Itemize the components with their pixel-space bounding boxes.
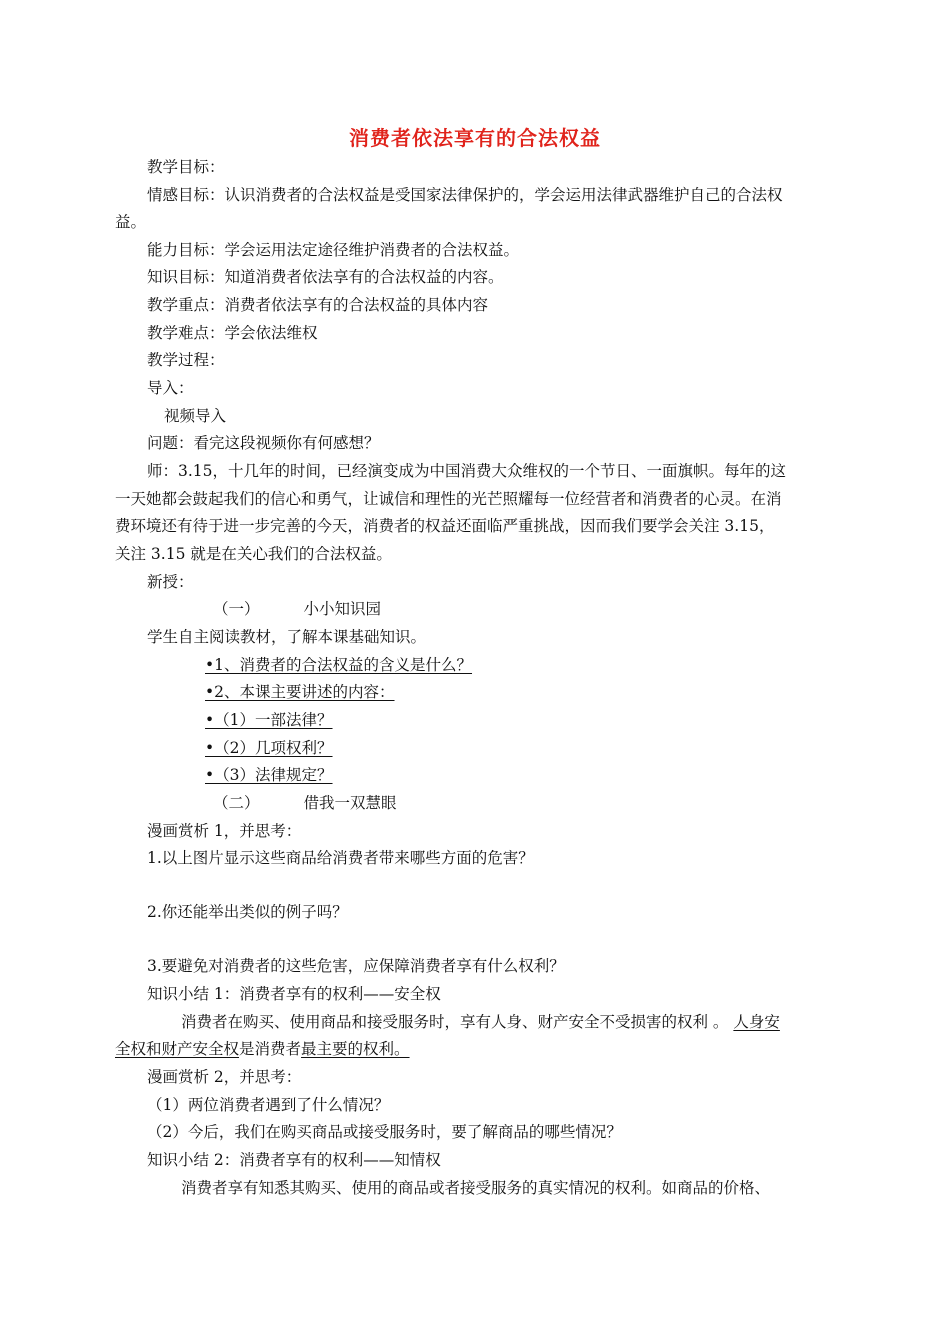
document-title: 消费者依法享有的合法权益	[349, 126, 601, 150]
safety-right-line-1	[181, 1011, 780, 1033]
process-heading: 教学过程：	[147, 351, 225, 369]
bullet-item-1: •1、消费者的合法权益的含义是什么？	[205, 656, 473, 674]
teacher-line-2: 一天她都会鼓起我们的信心和勇气，让诚信和理性的光芒照耀每一位经营者和消费者的心灵。在消	[115, 490, 782, 508]
teacher-line-4: 关注 3.15 就是在关心我们的合法权益。	[115, 545, 392, 563]
intro-heading: 导入：	[147, 379, 194, 397]
question-2: 2.你还能举出类似的例子吗？	[147, 903, 348, 921]
section-1-heading	[213, 598, 381, 620]
question-1: 1.以上图片显示这些商品给消费者带来哪些方面的危害？	[147, 849, 534, 867]
summary-2: 知识小结 2：消费者享有的权利——知情权	[147, 1151, 441, 1169]
question-3: 3.要避免对消费者的这些危害，应保障消费者享有什么权利？	[147, 957, 565, 975]
new-lesson-heading: 新授：	[147, 573, 194, 591]
emotion-objective-line-2: 益。	[115, 213, 147, 231]
knowledge-objective: 知识目标：知道消费者依法享有的合法权益的内容。	[147, 268, 504, 286]
self-reading-line: 学生自主阅读教材，了解本课基础知识。	[147, 628, 427, 646]
teacher-line-3: 费环境还有待于进一步完善的今天，消费者的权益还面临严重挑战，因而我们要学会关注 3.15，	[115, 517, 775, 535]
ability-objective: 能力目标：学会运用法定途径维护消费者的合法权益。	[147, 241, 520, 259]
difficulty-point: 教学难点：学会依法维权	[147, 324, 318, 342]
bullet-item-5: •（3）法律规定？	[205, 766, 333, 784]
info-right-line-1: 消费者享有知悉其购买、使用的商品或者接受服务的真实情况的权利。如商品的价格、	[181, 1179, 771, 1197]
bullet-item-4: •（2）几项权利？	[205, 739, 333, 757]
comic-2-question-1: （1）两位消费者遇到了什么情况？	[147, 1096, 390, 1114]
summary-1: 知识小结 1：消费者享有的权利——安全权	[147, 985, 441, 1003]
comic-analysis-2: 漫画赏析 2，并思考：	[147, 1068, 302, 1086]
safety-text-2b: 是消费者	[239, 1040, 302, 1058]
emotion-objective-line-1: 情感目标：认识消费者的合法权益是受国家法律保护的，学会运用法律武器维护自己的合法权	[147, 186, 783, 204]
section-2-number: （二）	[213, 794, 260, 812]
key-point: 教学重点：消费者依法享有的合法权益的具体内容	[147, 296, 489, 314]
teacher-line-1: 师：3.15，十几年的时间，已经演变成为中国消费大众维权的一个节日、一面旗帜。每年的这	[147, 462, 787, 480]
comic-2-question-2: （2）今后，我们在购买商品或接受服务时，要了解商品的哪些情况？	[147, 1123, 622, 1141]
safety-text-1b: 人身安	[733, 1013, 780, 1031]
comic-analysis-1: 漫画赏析 1，并思考：	[147, 822, 302, 840]
bullet-item-3: •（1）一部法律？	[205, 711, 333, 729]
section-2-name: 借我一双慧眼	[303, 794, 397, 812]
question-line: 问题：看完这段视频你有何感想？	[147, 434, 380, 452]
safety-right-line-2	[115, 1038, 410, 1060]
section-2-heading	[213, 792, 397, 814]
safety-text-2a: 全权和财产安全权	[115, 1040, 240, 1058]
video-intro: 视频导入	[164, 407, 227, 425]
bullet-item-2: •2、本课主要讲述的内容：	[205, 683, 395, 701]
section-1-number: （一）	[213, 600, 260, 618]
section-1-name: 小小知识园	[303, 600, 382, 618]
objectives-heading: 教学目标：	[147, 158, 225, 176]
safety-text-1a: 消费者在购买、使用商品和接受服务时，享有人身、财产安全不受损害的权利 。	[181, 1013, 729, 1031]
safety-text-2c: 最主要的权利。	[301, 1040, 410, 1058]
